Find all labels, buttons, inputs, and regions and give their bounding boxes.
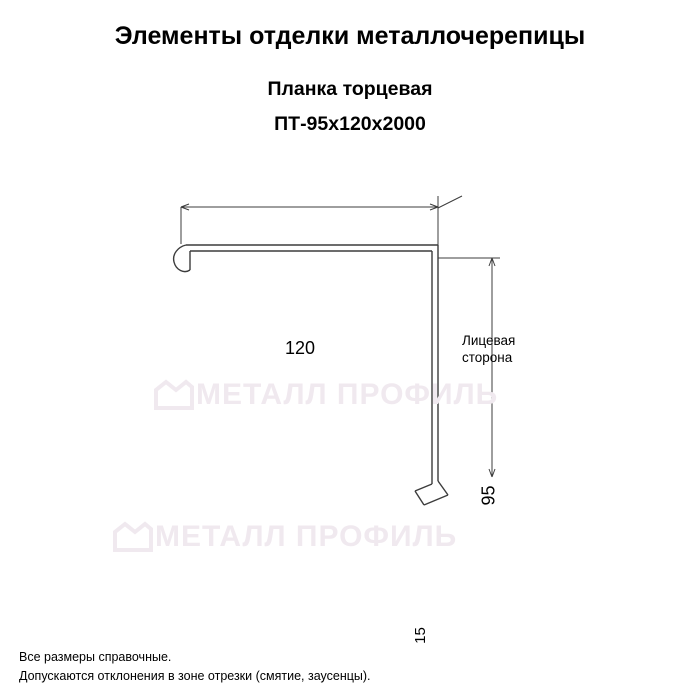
product-name: Планка торцевая xyxy=(267,78,433,100)
product-code: ПТ-95x120x2000 xyxy=(274,113,426,135)
watermark-text-bottom: МЕТАЛЛ ПРОФИЛЬ xyxy=(155,520,458,553)
face-side-line2: сторона xyxy=(462,350,513,365)
profile-outline xyxy=(174,245,448,505)
dimension-label-lip: 15 xyxy=(411,627,429,644)
profile-drawing-svg xyxy=(0,150,700,570)
dimension-label-width: 120 xyxy=(285,338,316,358)
footer-notes xyxy=(19,648,371,686)
face-side-line1: Лицевая xyxy=(462,333,516,348)
leader-line-face xyxy=(438,196,462,208)
footer-line-2: Допускаются отклонения в зоне отрезки (смятие, заусенцы). xyxy=(19,669,371,683)
page-title: Элементы отделки металлочерепицы xyxy=(114,22,586,50)
dimension-label-height: 95 xyxy=(478,485,499,506)
dimension-line-width xyxy=(181,196,438,250)
face-side-annotation xyxy=(462,332,515,366)
watermark-text-top: МЕТАЛЛ ПРОФИЛЬ xyxy=(196,378,499,411)
footer-line-1: Все размеры справочные. xyxy=(19,650,172,664)
dimension-line-height xyxy=(438,258,500,477)
title-block xyxy=(0,20,700,137)
technical-drawing xyxy=(0,150,700,644)
